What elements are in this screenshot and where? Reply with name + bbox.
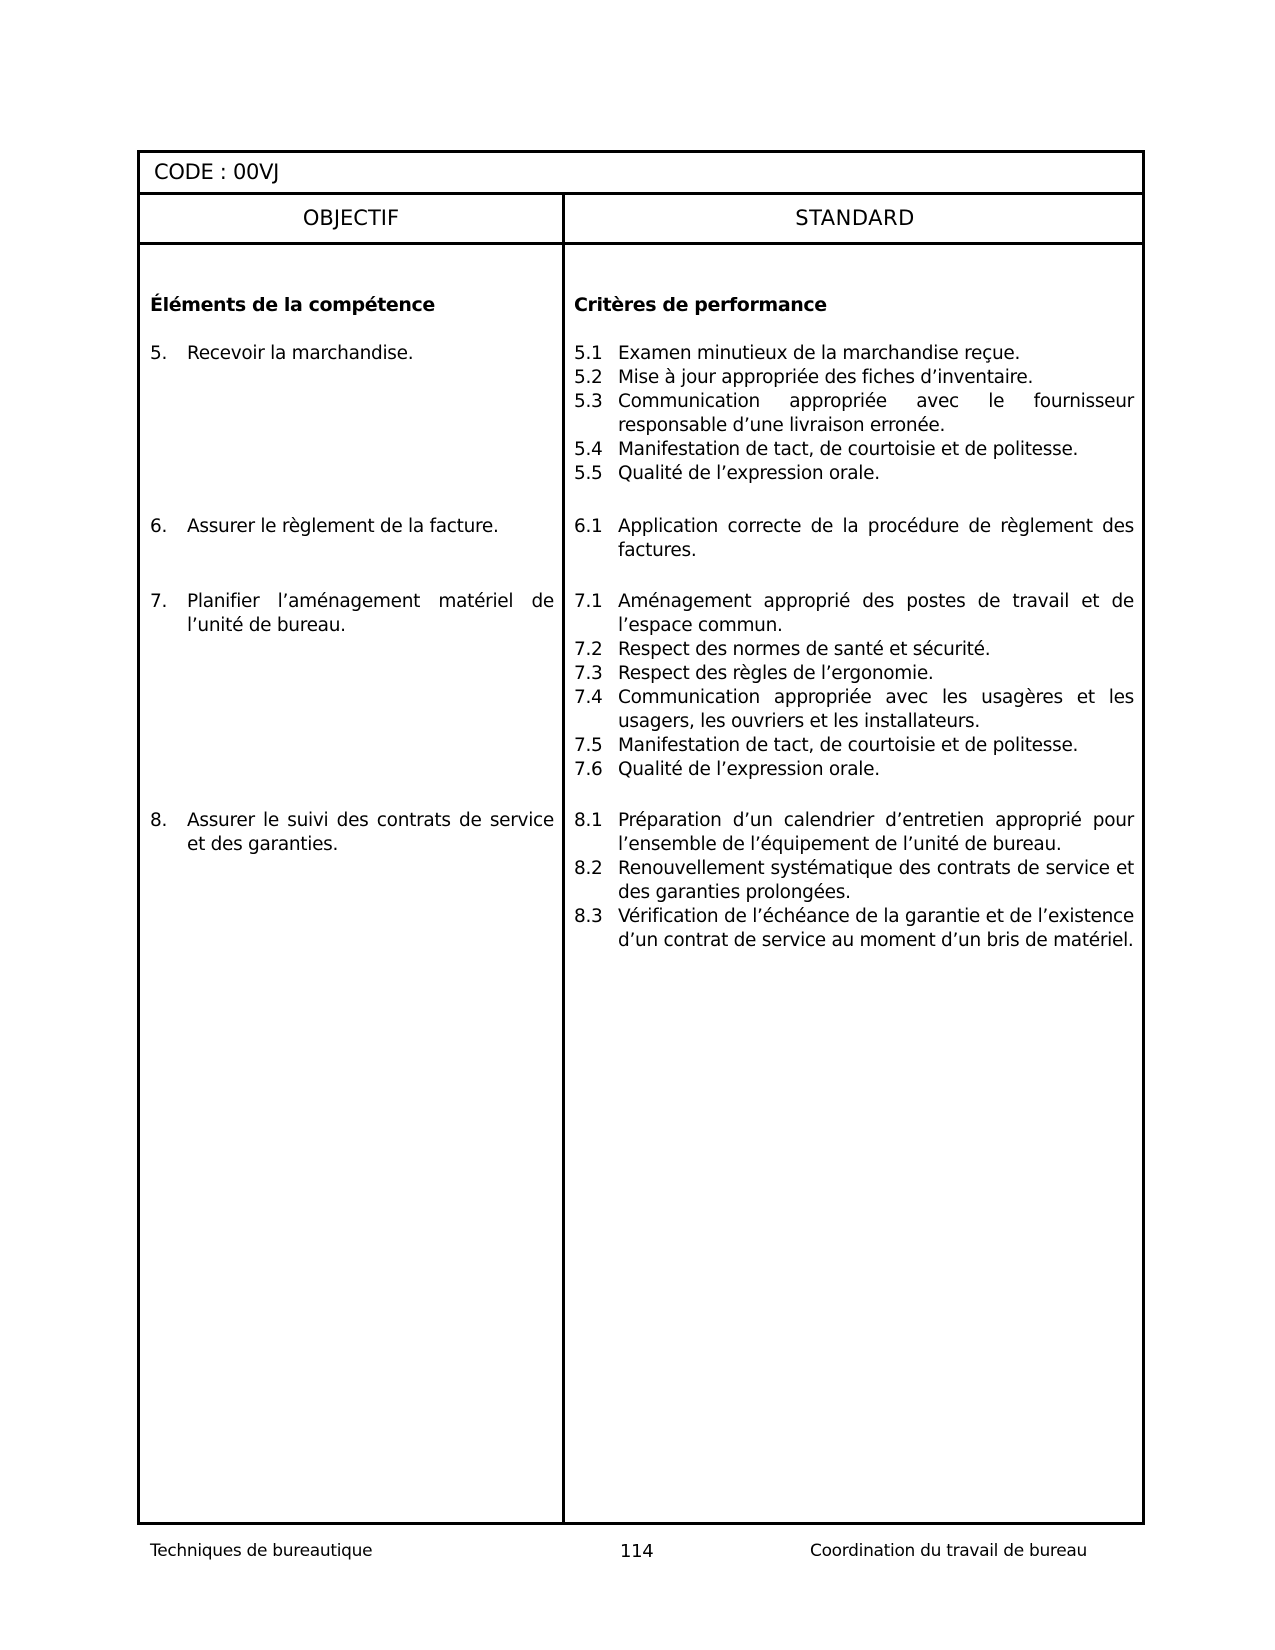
criterion-item — [574, 515, 1134, 563]
element-number: 7. — [150, 591, 168, 612]
criterion-item — [574, 857, 1134, 905]
criterion-number: 5.1 — [574, 343, 603, 364]
criteria-group-6 — [574, 515, 1134, 563]
criterion-text: Respect des normes de santé et sécurité. — [618, 639, 991, 660]
criterion-item — [574, 809, 1134, 857]
element-item — [150, 342, 554, 366]
element-item — [150, 590, 554, 638]
criterion-text: Qualité de l’expression orale. — [618, 463, 880, 484]
element-item — [150, 809, 554, 857]
page-number: 114 — [620, 1541, 654, 1562]
header-objectif: OBJECTIF — [302, 206, 400, 230]
criterion-item — [574, 590, 1134, 638]
element-number: 6. — [150, 516, 168, 537]
elements-heading: Éléments de la compétence — [150, 294, 435, 316]
criterion-item — [574, 734, 1134, 758]
criterion-text: Qualité de l’expression orale. — [618, 759, 880, 780]
criterion-text: Renouvellement systématique des contrats de service et des garanties prolongées. — [618, 858, 1134, 903]
criterion-text: Communication appropriée avec les usagères et les usagers, les ouvriers et les installateurs. — [618, 687, 1134, 732]
column-divider — [562, 195, 565, 1522]
criterion-text: Communication appropriée avec le fournisseur responsable d’une livraison erronée. — [618, 391, 1134, 436]
element-item — [150, 515, 554, 539]
element-number: 8. — [150, 810, 168, 831]
criterion-number: 7.5 — [574, 735, 603, 756]
criterion-number: 6.1 — [574, 516, 603, 537]
element-text: Recevoir la marchandise. — [187, 343, 414, 364]
criterion-item — [574, 462, 1134, 486]
criterion-text: Manifestation de tact, de courtoisie et de politesse. — [618, 735, 1079, 756]
criterion-item — [574, 342, 1134, 366]
criterion-number: 7.6 — [574, 759, 603, 780]
criterion-number: 7.2 — [574, 639, 603, 660]
criterion-number: 7.3 — [574, 663, 603, 684]
criterion-number: 8.1 — [574, 810, 603, 831]
code-label: CODE : 00VJ — [154, 160, 280, 184]
element-number: 5. — [150, 343, 168, 364]
criteria-group-8 — [574, 809, 1134, 953]
criterion-text: Application correcte de la procédure de règlement des factures. — [618, 516, 1134, 561]
criteria-group-7 — [574, 590, 1134, 782]
element-text: Planifier l’aménagement matériel de l’unité de bureau. — [187, 591, 554, 636]
code-row — [140, 153, 1142, 195]
criterion-item — [574, 390, 1134, 438]
objectif-column — [150, 293, 554, 855]
criterion-text: Respect des règles de l’ergonomie. — [618, 663, 934, 684]
criterion-number: 5.4 — [574, 439, 603, 460]
element-text: Assurer le règlement de la facture. — [187, 516, 499, 537]
criterion-text: Préparation d’un calendrier d’entretien approprié pour l’ensemble de l’équipement de l’unité de bureau. — [618, 810, 1134, 855]
criterion-item — [574, 686, 1134, 734]
criterion-text: Mise à jour appropriée des fiches d’inventaire. — [618, 367, 1034, 388]
criterion-number: 7.1 — [574, 591, 603, 612]
standard-column — [574, 293, 1134, 951]
criterion-item — [574, 905, 1134, 953]
criterion-item — [574, 438, 1134, 462]
criterion-item — [574, 758, 1134, 782]
criteria-heading: Critères de performance — [574, 294, 827, 316]
criterion-number: 5.5 — [574, 463, 603, 484]
criterion-number: 5.3 — [574, 391, 603, 412]
criteria-group-5 — [574, 342, 1134, 486]
footer-competency-title: Coordination du travail de bureau — [810, 1541, 1087, 1561]
footer-program-title: Techniques de bureautique — [150, 1541, 373, 1561]
criterion-number: 5.2 — [574, 367, 603, 388]
competency-table — [137, 150, 1145, 1525]
header-row — [140, 195, 1142, 245]
criterion-number: 8.2 — [574, 858, 603, 879]
criterion-item — [574, 662, 1134, 686]
header-standard: STANDARD — [795, 206, 915, 230]
criterion-text: Manifestation de tact, de courtoisie et de politesse. — [618, 439, 1079, 460]
criterion-number: 8.3 — [574, 906, 603, 927]
criterion-text: Examen minutieux de la marchandise reçue. — [618, 343, 1021, 364]
criterion-number: 7.4 — [574, 687, 603, 708]
criterion-item — [574, 638, 1134, 662]
criterion-item — [574, 366, 1134, 390]
criterion-text: Aménagement approprié des postes de travail et de l’espace commun. — [618, 591, 1134, 636]
element-text: Assurer le suivi des contrats de service et des garanties. — [187, 810, 554, 855]
criterion-text: Vérification de l’échéance de la garantie et de l’existence d’un contrat de service au moment d’un bris de matériel. — [618, 906, 1134, 951]
